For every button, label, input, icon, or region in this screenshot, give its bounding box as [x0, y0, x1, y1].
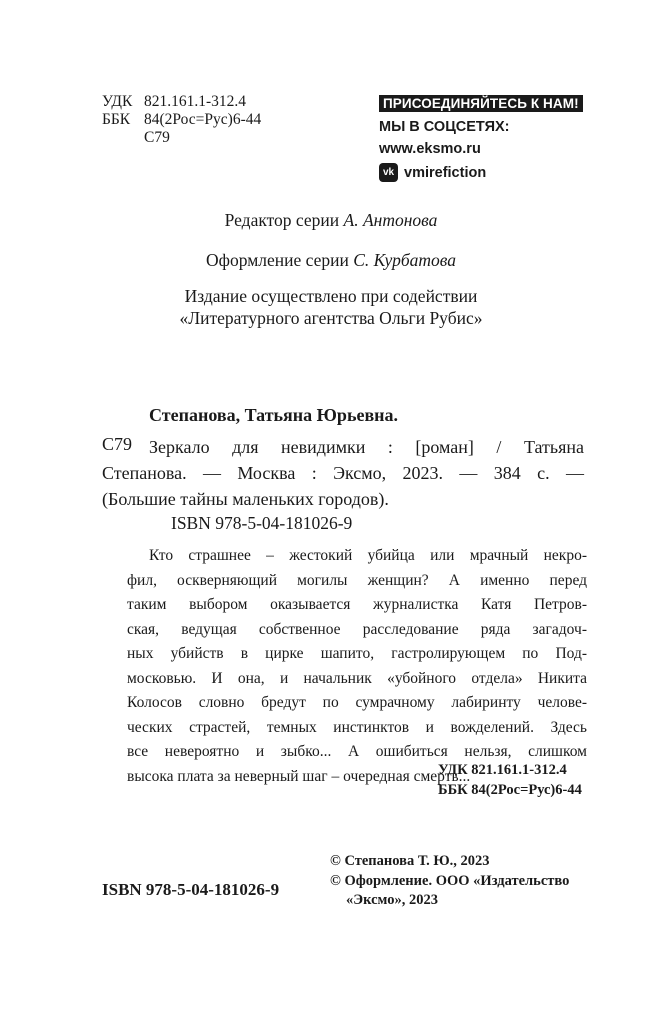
abstract-line: высока плата за неверный шаг – очередная смерть...	[127, 767, 471, 785]
social-subtitle: МЫ В СОЦСЕТЯХ:	[379, 119, 510, 135]
abstract-line: Колосов словно бредут по сумрачному лабиринту челове-	[127, 694, 587, 711]
catalog-isbn: ISBN 978-5-04-181026-9	[171, 513, 353, 533]
abstract-line: ская, ведущая собственное расследование ряда загадоч-	[127, 620, 587, 638]
abstract-line: ческих страстей, темных инстинктов и вожделений. Здесь	[127, 718, 587, 736]
abstract-line: таким выбором оказывается журналистка Катя Петров-	[127, 596, 587, 613]
bbk-label: ББК	[102, 111, 131, 128]
footer-bbk: ББК 84(2Рос=Рус)6-44	[438, 782, 582, 798]
copyright-block	[330, 852, 569, 911]
series-editor	[0, 209, 662, 231]
abstract-line: ных убийств в цирке шапито, гастролирующем по Под-	[127, 645, 587, 662]
bbk-value: 84(2Рос=Рус)6-44	[144, 111, 262, 128]
catalog-author: Степанова, Татьяна Юрьевна.	[149, 405, 399, 425]
bbk-row	[102, 111, 261, 129]
footer-isbn: ISBN 978-5-04-181026-9	[102, 880, 280, 899]
vk-handle[interactable]: vmirefiction	[404, 164, 487, 181]
udk-row	[102, 93, 261, 111]
catalog-code: С79	[102, 434, 133, 454]
join-banner: ПРИСОЕДИНЯЙТЕСЬ К НАМ!	[379, 95, 583, 112]
abstract-line: московью. И она, и начальник «убойного отдела» Никита	[127, 669, 587, 687]
social-block	[379, 95, 583, 182]
catalog-desc-line: (Большие тайны маленьких городов).	[102, 489, 389, 509]
catalog-desc-line: Степанова. — Москва : Эксмо, 2023. — 384 с. —	[102, 463, 584, 483]
author-mark: С79	[144, 129, 170, 146]
abstract-line: все невероятно и зыбко... А ошибиться нельзя, слишком	[127, 743, 587, 760]
vk-icon: vk	[379, 163, 398, 182]
website-link[interactable]: www.eksmo.ru	[379, 141, 481, 157]
editor-label: Редактор серии	[224, 210, 340, 230]
classification-block	[102, 93, 261, 147]
catalog-desc-line: Зеркало для невидимки : [роман] / Татьяна	[149, 437, 584, 457]
udk-label: УДК	[102, 93, 133, 110]
copyright-line-2: © Оформление. ООО «Издательство	[330, 872, 570, 889]
udk-value: 821.161.1-312.4	[144, 93, 247, 110]
copyright-line-1: © Степанова Т. Ю., 2023	[330, 853, 490, 869]
agency-line-2: «Литературного агентства Ольги Рубис»	[179, 308, 483, 328]
abstract-line: фил, оскверняющий могилы женщин? А именно перед	[127, 571, 587, 589]
vk-row[interactable]	[379, 163, 583, 182]
design-name: С. Курбатова	[353, 250, 456, 270]
series-design	[0, 249, 662, 271]
agency-line-1: Издание осуществлено при содействии	[184, 286, 478, 306]
footer-classification	[438, 760, 582, 800]
footer-udk: УДК 821.161.1-312.4	[438, 762, 567, 778]
copyright-line-3: «Эксмо», 2023	[346, 892, 438, 908]
abstract	[127, 544, 587, 789]
design-label: Оформление серии	[205, 250, 349, 270]
author-mark-row	[102, 129, 261, 147]
abstract-line: Кто страшнее – жестокий убийца или мрачный некро-	[149, 547, 587, 564]
editor-name: А. Антонова	[343, 210, 438, 230]
